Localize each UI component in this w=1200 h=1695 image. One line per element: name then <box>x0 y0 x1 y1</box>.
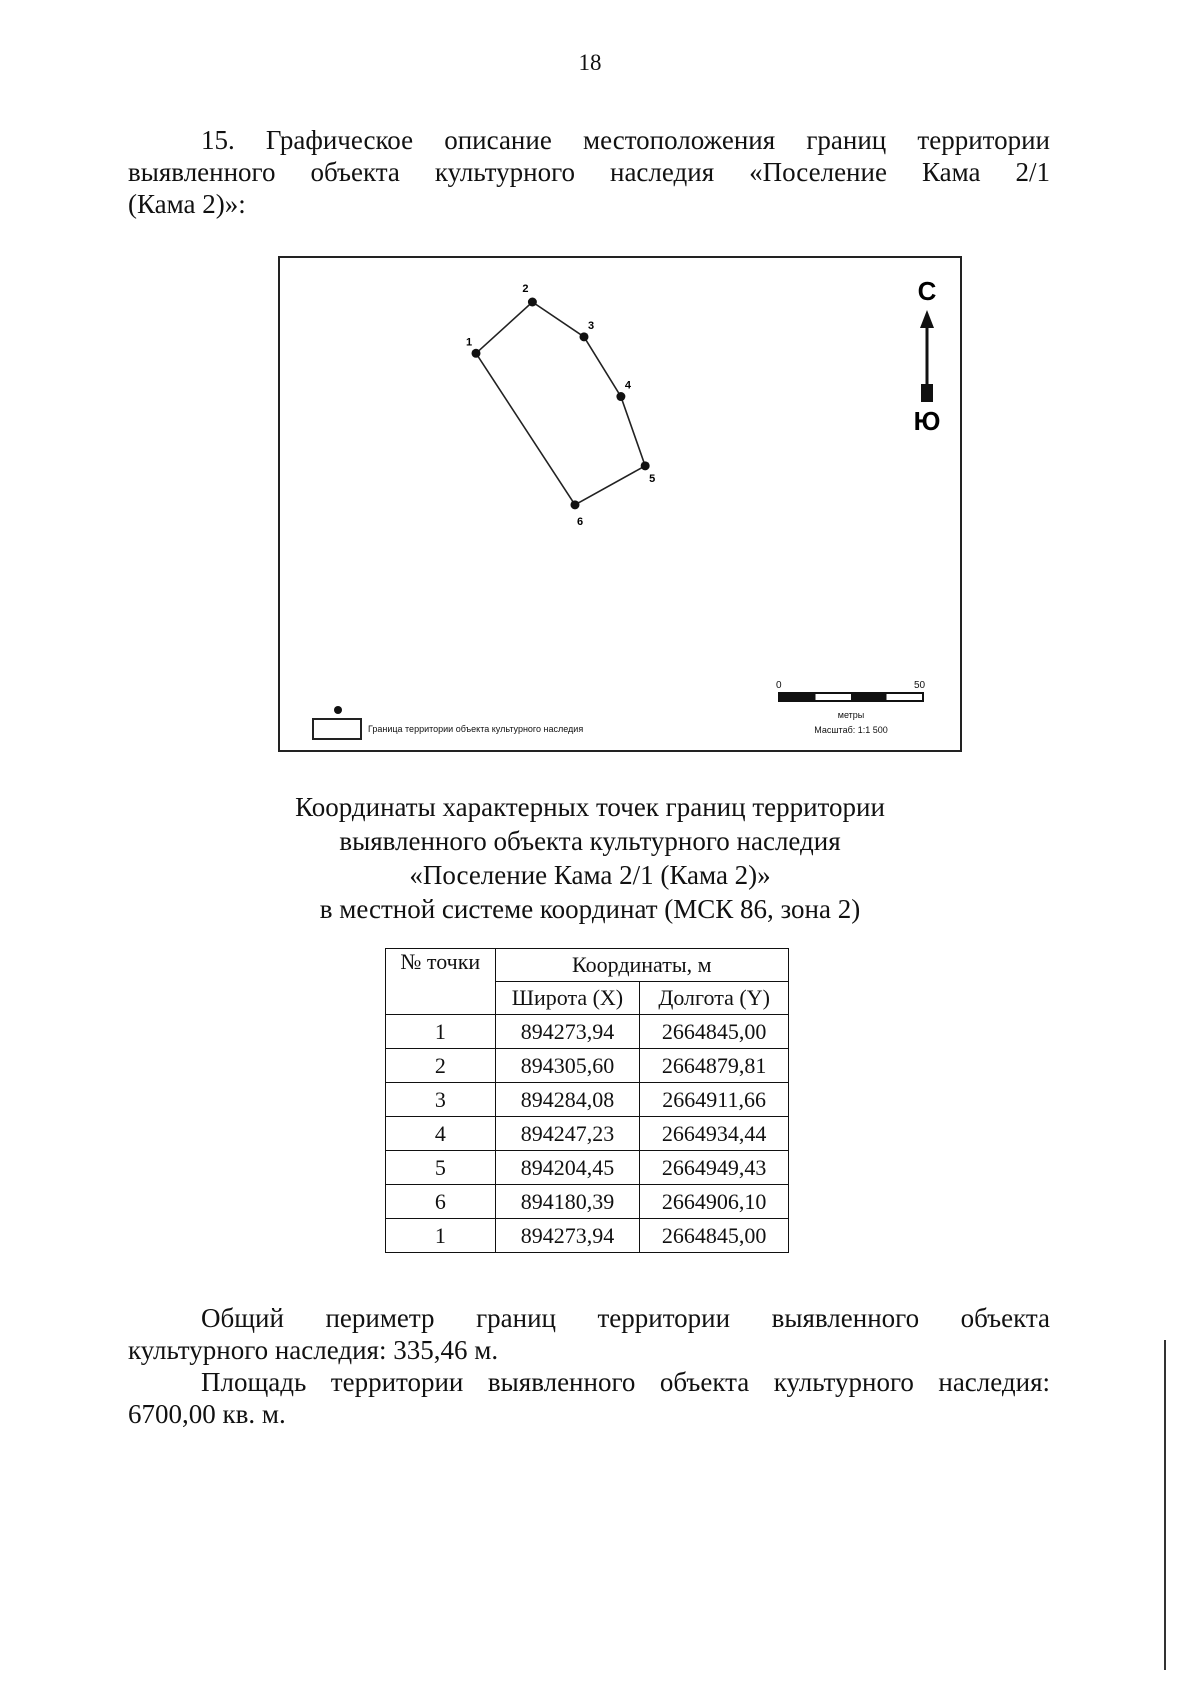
header-coordinates: Координаты, м <box>495 949 788 982</box>
table-row <box>386 1049 789 1083</box>
coordinates-title-line: в местной системе координат (МСК 86, зона 2) <box>319 894 861 924</box>
area-line-2: 6700,00 кв. м. <box>128 1399 286 1429</box>
coordinates-title-line: Координаты характерных точек границ территории <box>295 792 885 822</box>
boundary-point-label: 2 <box>522 283 529 295</box>
cell-point: 2 <box>386 1049 496 1083</box>
boundary-point-marker <box>472 349 481 358</box>
cell-x: 894273,94 <box>495 1015 640 1049</box>
perimeter-line-1: Общий периметр границ территории выявленного объекта <box>201 1303 1050 1333</box>
boundary-point-marker <box>616 392 625 401</box>
cell-x: 894305,60 <box>495 1049 640 1083</box>
perimeter-text <box>128 1302 1050 1366</box>
boundary-point-marker <box>528 298 537 307</box>
cell-point: 4 <box>386 1117 496 1151</box>
header-longitude: Долгота (Y) <box>640 982 789 1015</box>
table-row <box>386 1151 789 1185</box>
boundary-point-marker <box>570 500 579 509</box>
scale-bar-graphic <box>778 692 924 702</box>
header-latitude: Широта (X) <box>495 982 640 1015</box>
north-label: С <box>917 276 937 306</box>
scale-max-label: 50 <box>914 680 926 691</box>
boundary-point-label: 5 <box>649 472 656 485</box>
table-row <box>386 1185 789 1219</box>
legend-point-icon <box>334 706 342 714</box>
perimeter-line-2: культурного наследия: 335,46 м. <box>128 1335 499 1365</box>
table-row <box>386 1083 789 1117</box>
cell-y: 2664911,66 <box>640 1083 789 1117</box>
scan-margin-line <box>1164 1340 1166 1670</box>
scale-ratio-label: Масштаб: 1:1 500 <box>814 725 888 735</box>
table-row <box>386 1219 789 1253</box>
cell-y: 2664906,10 <box>640 1185 789 1219</box>
north-arrow <box>907 272 947 442</box>
boundary-point-marker <box>579 332 588 341</box>
boundary-point-label: 6 <box>576 515 584 528</box>
header-point-number: № точки <box>386 949 496 1015</box>
legend-text: Граница территории объекта культурного наследия <box>368 724 584 734</box>
cell-y: 2664934,44 <box>640 1117 789 1151</box>
boundary-map <box>278 256 962 752</box>
cell-y: 2664949,43 <box>640 1151 789 1185</box>
cell-x: 894180,39 <box>495 1185 640 1219</box>
cell-y: 2664845,00 <box>640 1015 789 1049</box>
legend-boundary-icon <box>312 718 362 740</box>
boundary-point-label: 4 <box>624 379 632 392</box>
area-line-1: Площадь территории выявленного объекта культурного наследия: <box>201 1367 1050 1397</box>
boundary-point-label: 3 <box>587 319 595 332</box>
map-legend <box>312 704 712 744</box>
coordinates-title <box>200 790 980 926</box>
area-text <box>128 1366 1050 1430</box>
cell-x: 894204,45 <box>495 1151 640 1185</box>
section-heading <box>128 124 1050 220</box>
south-label: Ю <box>913 406 941 436</box>
coordinates-table <box>385 948 789 1253</box>
boundary-line <box>476 302 645 505</box>
summary <box>128 1302 1050 1430</box>
cell-point: 6 <box>386 1185 496 1219</box>
cell-x: 894284,08 <box>495 1083 640 1117</box>
cell-y: 2664879,81 <box>640 1049 789 1083</box>
cell-y: 2664845,00 <box>640 1219 789 1253</box>
cell-x: 894273,94 <box>495 1219 640 1253</box>
table-row <box>386 1015 789 1049</box>
cell-point: 1 <box>386 1219 496 1253</box>
scale-bar <box>764 680 944 744</box>
heading-line: (Кама 2)»: <box>128 189 246 219</box>
boundary-point-label: 1 <box>466 336 473 349</box>
coordinates-title-line: «Поселение Кама 2/1 (Кама 2)» <box>409 860 771 890</box>
cell-point: 1 <box>386 1015 496 1049</box>
cell-point: 3 <box>386 1083 496 1117</box>
table-row <box>386 1117 789 1151</box>
boundary-point-marker <box>641 461 650 470</box>
scale-unit-label: метры <box>837 710 865 720</box>
page-number: 18 <box>578 50 602 75</box>
cell-point: 5 <box>386 1151 496 1185</box>
coordinates-title-line: выявленного объекта культурного наследия <box>339 826 841 856</box>
boundary-polygon-plot <box>280 258 960 750</box>
scale-min-label: 0 <box>776 680 782 691</box>
heading-line: 15. Графическое описание местоположения границ территории <box>201 125 1050 155</box>
heading-line: выявленного объекта культурного наследия «Поселение Кама 2/1 <box>128 157 1050 187</box>
cell-x: 894247,23 <box>495 1117 640 1151</box>
